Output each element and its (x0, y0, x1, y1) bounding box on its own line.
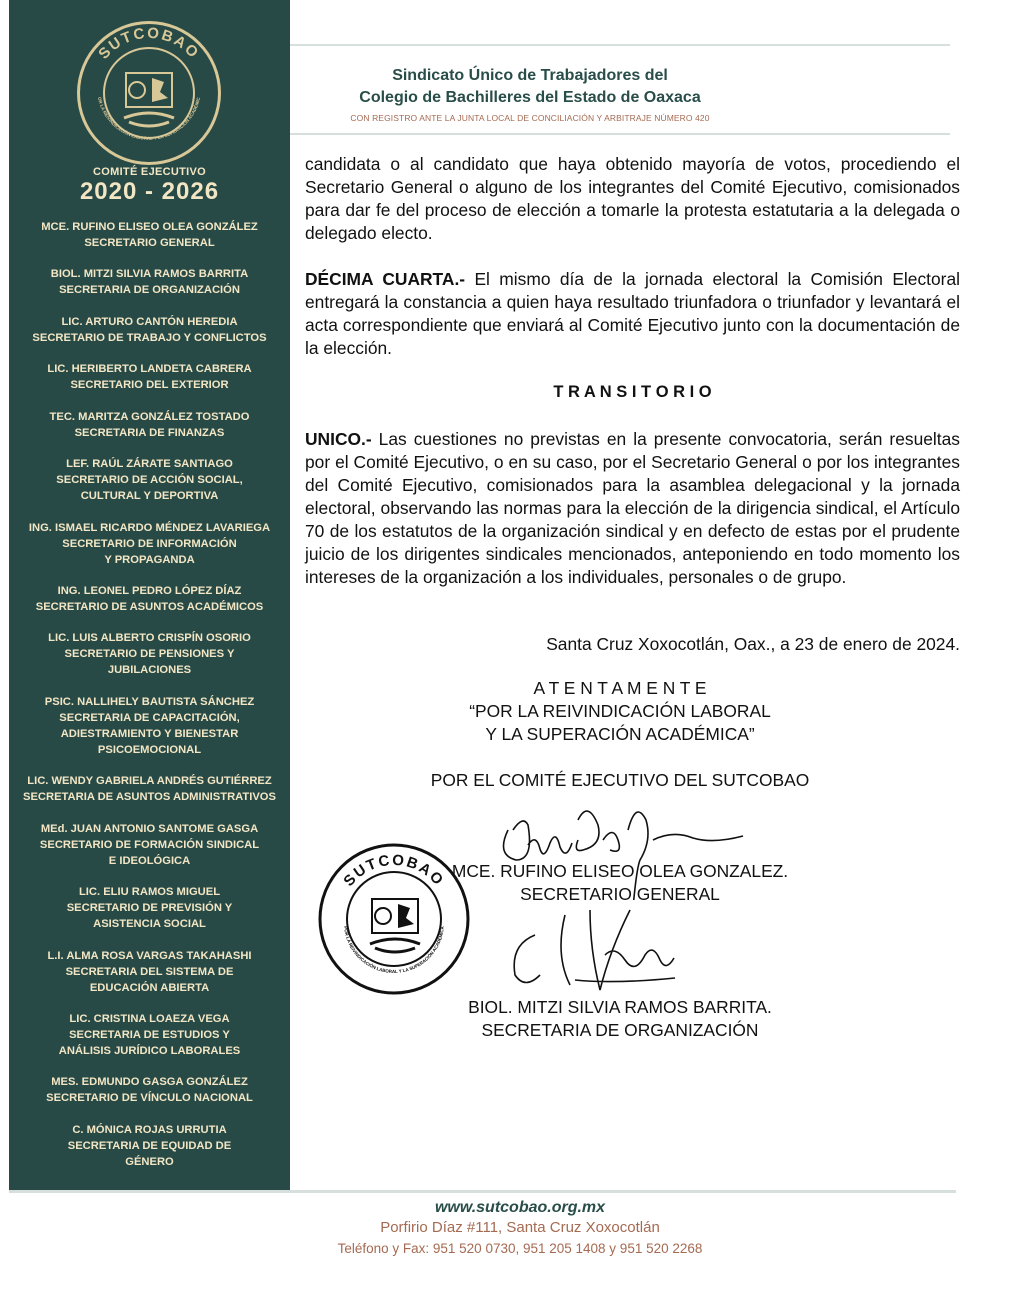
member-entry (9, 694, 290, 758)
member-name: MEd. JUAN ANTONIO SANTOME GASGA (40, 823, 259, 835)
member-name: MCE. RUFINO ELISEO OLEA GONZÁLEZ (41, 221, 258, 233)
footer-address: Porfirio Díaz #111, Santa Cruz Xoxocotlán (380, 1219, 660, 1236)
member-name: LIC. WENDY GABRIELA ANDRÉS GUTIÉRREZ (27, 775, 272, 787)
signer2-role: SECRETARIA DE ORGANIZACIÓN (481, 1020, 759, 1040)
member-entry (9, 361, 290, 393)
member-entry (9, 1122, 290, 1170)
member-name: LIC. ELIU RAMOS MIGUEL (78, 886, 221, 898)
member-role: SECRETARIA DE EQUIDAD DE (67, 1140, 232, 1152)
member-role: SECRETARIA DE ASUNTOS ADMINISTRATIVOS (23, 791, 276, 803)
signer2-name: BIOL. MITZI SILVIA RAMOS BARRITA. (468, 997, 772, 1017)
member-role: SECRETARIO DE PREVISIÓN Y (66, 902, 233, 914)
member-role: ANÁLISIS JURÍDICO LABORALES (58, 1045, 241, 1057)
member-entry (9, 1074, 290, 1106)
member-role: ASISTENCIA SOCIAL (93, 918, 206, 930)
member-role: GÉNERO (125, 1156, 174, 1168)
member-name: LIC. CRISTINA LOAEZA VEGA (69, 1013, 230, 1025)
org-name-line1: Sindicato Único de Trabajadores del (392, 67, 668, 84)
member-entry (9, 884, 290, 932)
member-role: SECRETARIO DE INFORMACIÓN (62, 538, 237, 550)
header-top-rule (290, 44, 950, 46)
paragraph-decima-cuarta (305, 268, 960, 360)
svg-text:SUTCOBAO: SUTCOBAO (95, 24, 203, 63)
svg-text:POR LA REIVINDICACIÓN LABORAL: POR LA REIVINDICACIÓN LABORAL Y LA SUPERACIÓN ACADÉMICA (343, 925, 445, 975)
member-role: SECRETARIO DE ACCIÓN SOCIAL, (56, 474, 243, 486)
member-name: LIC. HERIBERTO LANDETA CABRERA (47, 363, 252, 375)
member-role: CULTURAL Y DEPORTIVA (80, 490, 219, 502)
svg-text:POR LA REIVINDICACIÓN LABORAL: OR LA REIVINDICACIÓN LABORAL Y LA SUPERACIÓN ACADÉMIC (96, 96, 202, 141)
member-entry (9, 630, 290, 678)
signature-secretaria-organizacion (505, 895, 705, 1000)
paragraph-unico (305, 428, 960, 589)
member-role: SECRETARIO DE FORMACIÓN SINDICAL (39, 839, 260, 851)
member-role: SECRETARIA DE CAPACITACIÓN, (59, 712, 240, 724)
committee-label: COMITÉ EJECUTIVO (93, 166, 206, 178)
footer-website[interactable]: www.sutcobao.org.mx (434, 1199, 606, 1216)
signer1-name: MCE. RUFINO ELISEO OLEA GONZALEZ. (451, 861, 789, 881)
member-name: BIOL. MITZI SILVIA RAMOS BARRITA (50, 268, 249, 280)
member-role: JUBILACIONES (107, 664, 192, 676)
member-entry (9, 520, 290, 568)
paragraph-continuation: candidata o al candidato que haya obtenido mayoría de votos, procediendo el Secretario General o alguno de los integrantes del Comité Ejecutivo, comisionados para dar fe del proceso de elección a tomarle la protesta estatutaria a la delegada o delegado electo. (305, 154, 960, 243)
svg-text:SUTCOBAO: SUTCOBAO (340, 851, 448, 890)
member-name: LEF. RAÚL ZÁRATE SANTIAGO (66, 458, 233, 470)
member-role: ADIESTRAMIENTO Y BIENESTAR (60, 728, 239, 740)
signer1-role: SECRETARIO GENERAL (520, 884, 720, 904)
member-role: EDUCACIÓN ABIERTA (89, 982, 210, 994)
member-name: MES. EDMUNDO GASGA GONZÁLEZ (51, 1076, 248, 1088)
member-role: Y PROPAGANDA (104, 554, 195, 566)
clause-text: El mismo día de la jornada electoral la Comisión Electoral entregará la constancia a quien haya resultado triunfadora o triunfador y levantará el acta correspondiente que enviará al Comité Ejecutivo junto con la documentación de la elección. (305, 269, 960, 358)
place-date: Santa Cruz Xoxocotlán, Oax., a 23 de enero de 2024. (546, 634, 960, 654)
clause-heading: DÉCIMA CUARTA.- (305, 269, 466, 289)
member-role: SECRETARIA DEL SISTEMA DE (65, 966, 234, 978)
clause-heading: UNICO.- (305, 429, 372, 449)
member-entry (9, 1011, 290, 1059)
member-role: SECRETARIO DE ASUNTOS ACADÉMICOS (35, 601, 264, 613)
member-role: SECRETARIO GENERAL (84, 237, 215, 249)
member-role: SECRETARIO DEL EXTERIOR (70, 379, 229, 391)
member-name: L.I. ALMA ROSA VARGAS TAKAHASHI (47, 950, 252, 962)
motto-line2: Y LA SUPERACIÓN ACADÉMICA” (485, 724, 755, 744)
member-entry (9, 409, 290, 441)
sutcobao-logo (74, 18, 224, 168)
footer-rule (9, 1190, 956, 1193)
member-name: LIC. ARTURO CANTÓN HEREDIA (61, 316, 238, 328)
member-role: SECRETARIA DE ORGANIZACIÓN (59, 284, 240, 296)
member-entry (9, 219, 290, 251)
member-role: PSICOEMOCIONAL (97, 744, 202, 756)
member-role: SECRETARIA DE FINANZAS (74, 427, 225, 439)
member-role: SECRETARIO DE PENSIONES Y (64, 648, 235, 660)
org-name-line2: Colegio de Bachilleres del Estado de Oaxaca (359, 89, 701, 106)
member-entry (9, 266, 290, 298)
header-bottom-rule (290, 133, 950, 135)
member-role: SECRETARIO DE VÍNCULO NACIONAL (46, 1092, 253, 1104)
member-entry (9, 821, 290, 869)
member-name: LIC. LUIS ALBERTO CRISPÍN OSORIO (48, 632, 251, 644)
member-name: TEC. MARITZA GONZÁLEZ TOSTADO (49, 411, 250, 423)
member-name: ING. LEONEL PEDRO LÓPEZ DÍAZ (57, 585, 242, 597)
member-entry (9, 948, 290, 996)
member-name: C. MÓNICA ROJAS URRUTIA (72, 1124, 227, 1136)
org-registry: CON REGISTRO ANTE LA JUNTA LOCAL DE CONCILIACIÓN Y ARBITRAJE NÚMERO 420 (350, 113, 710, 123)
member-entry (9, 456, 290, 504)
sutcobao-stamp (318, 843, 470, 995)
member-entry (9, 583, 290, 615)
member-name: ING. ISMAEL RICARDO MÉNDEZ LAVARIEGA (28, 522, 271, 534)
member-name: PSIC. NALLIHELY BAUTISTA SÁNCHEZ (44, 696, 255, 708)
member-role: SECRETARIA DE ESTUDIOS Y (69, 1029, 230, 1041)
clause-text: Las cuestiones no previstas en la presente convocatoria, serán resueltas por el Comité Ejecutivo, o en su caso, por el Secretario General o por los integrantes del Comité Ejecutivo, comisionados para la asamblea delegacional y la jornada electoral, observando las normas para la elección de la dirigencia sindical, el Artículo 70 de los estatutos de la organización sindical y en defecto de estas por el prudente juicio de los dirigentes sindicales mencionados, anteponiendo en todo momento los intereses de la organización a los individuales, personales o de grupo. (305, 429, 960, 587)
transitorio-heading: T R A N S I T O R I O (553, 383, 712, 401)
committee-line: POR EL COMITÉ EJECUTIVO DEL SUTCOBAO (430, 770, 810, 790)
member-entry (9, 773, 290, 805)
committee-term: 2020 - 2026 (79, 178, 220, 205)
footer-phones: Teléfono y Fax: 951 520 0730, 951 205 1408 y 951 520 2268 (337, 1241, 703, 1256)
closing: A T E N T A M E N T E (533, 678, 707, 698)
motto-line1: “POR LA REIVINDICACIÓN LABORAL (469, 701, 771, 721)
member-entry (9, 314, 290, 346)
member-role: E IDEOLÓGICA (108, 855, 191, 867)
member-role: SECRETARIO DE TRABAJO Y CONFLICTOS (32, 332, 267, 344)
